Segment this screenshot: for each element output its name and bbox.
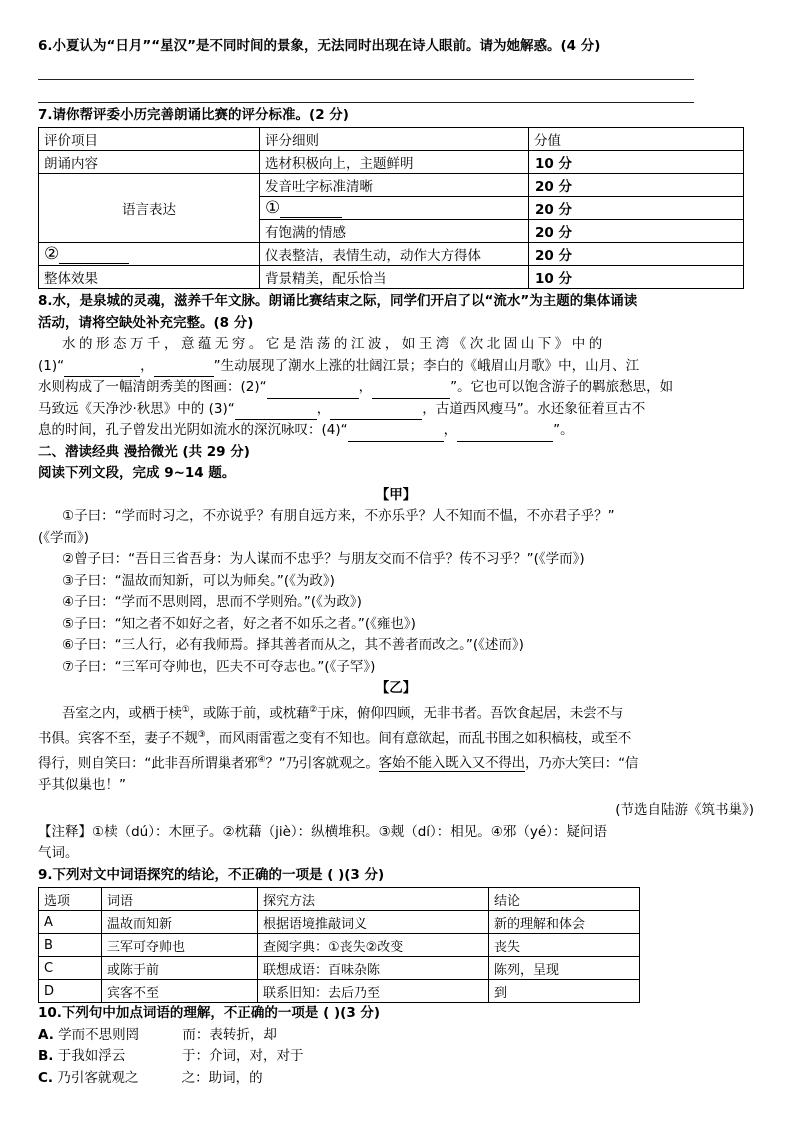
section-instruction: 阅读下列文段，完成 9~14 题。	[38, 465, 236, 481]
text-segment: 马致远《天净沙·秋思》中的 (3)“	[38, 400, 235, 417]
yi-line-2	[38, 725, 754, 750]
word-cell: 温故而知新	[102, 911, 258, 934]
option-label: A.	[38, 1026, 54, 1043]
item-number: ②	[62, 551, 75, 567]
note-ref: ①	[181, 704, 190, 715]
score-cell: 20 分	[529, 243, 744, 266]
header-cell: 结论	[489, 888, 640, 911]
option-b[interactable]	[38, 1046, 754, 1068]
underlined-sentence: 客始不能入既入又不得出	[378, 755, 525, 771]
table-row	[39, 934, 640, 957]
fill-blank[interactable]	[348, 426, 444, 442]
table-row	[39, 174, 744, 197]
detail-cell: 选材积极向上，主题鲜明	[260, 151, 529, 174]
question-8-line2: 活动，请将空缺处补充完整。(8 分)	[38, 314, 254, 331]
item-cell: 朗诵内容	[39, 151, 260, 174]
option-cell: D	[39, 980, 102, 1003]
text-segment: ，	[358, 379, 373, 395]
question-10: 10.下列句中加点词语的理解，不正确的一项是 ( )(3 分)	[38, 1005, 381, 1021]
option-cell: A	[39, 911, 102, 934]
section-title: 二、潜读经典 漫拾微光 (共 29 分)	[38, 443, 250, 460]
yi-source: (节选自陆游《筑书巢》)	[615, 802, 754, 818]
question-8-line3: 水 的 形 态 万 千 ， 意 蕴 无 穷 。 它 是 浩 荡 的 江 波 ， 如 王 湾 《 次 北 固 山 下 》 中 的	[62, 336, 602, 352]
option-sentence: 学而不思则罔	[58, 1026, 140, 1043]
passage-jia-label: 【甲】	[375, 486, 417, 503]
table-header-row	[39, 128, 744, 151]
detail-cell-blank	[260, 197, 529, 220]
option-sentence: 于我如浮云	[57, 1048, 126, 1064]
word-cell: 或陈于前	[102, 957, 258, 980]
item-number: ④	[62, 594, 75, 610]
question-8-line6	[38, 399, 754, 421]
item-number: ⑥	[62, 637, 75, 653]
option-explanation: 于：介词，对，对于	[182, 1048, 304, 1064]
text-segment: ，或陈于前，或枕藉	[189, 705, 310, 721]
table-row	[39, 957, 640, 980]
option-a[interactable]	[38, 1025, 754, 1047]
answer-line[interactable]	[38, 83, 694, 103]
option-explanation: 而：表转折，却	[182, 1026, 277, 1043]
item-number: ①	[62, 508, 75, 524]
text-segment: ”。	[553, 422, 574, 438]
question-7: 7.请你帮评委小历完善朗诵比赛的评分标准。(2 分)	[38, 106, 349, 123]
score-cell: 20 分	[529, 220, 744, 243]
header-cell: 选项	[39, 888, 102, 911]
item-cell-blank	[39, 243, 260, 266]
text-segment: 吾室之内，或栖于椟	[62, 705, 182, 721]
note-ref: ④	[257, 754, 266, 765]
score-cell: 20 分	[529, 197, 744, 220]
item-number: ⑦	[62, 658, 75, 675]
detail-cell: 仪表整洁，表情生动，动作大方得体	[260, 243, 529, 266]
question-6: 6.小夏认为“日月”“星汉”是不同时间的景象，无法同时出现在诗人眼前。请为她解惑。(4 分)	[38, 38, 601, 54]
method-cell: 查阅字典：①丧失②改变	[258, 934, 489, 957]
text-segment: ”生动展现了潮水上涨的壮阔江景；李白的《峨眉山月歌》中，山月、江	[213, 357, 640, 374]
sentence-text: 曾子曰：“吾日三省吾身：为人谋而不忠乎？与朋友交而不信乎？传不习乎？”(《学而》)	[74, 551, 585, 567]
yi-line-1	[38, 700, 754, 725]
scoring-table	[38, 127, 744, 289]
exam-page	[38, 36, 754, 1089]
header-cell: 评价项目	[39, 128, 260, 151]
sentence-text: 子曰：“三人行，必有我师焉。择其善者而从之，其不善者而改之。”(《述而》)	[74, 637, 524, 653]
item-cell: 语言表达	[39, 174, 260, 243]
text-segment: (1)“	[38, 357, 65, 374]
notes-line-2: 气词。	[38, 845, 79, 861]
method-cell: 根据语境推敲词义	[258, 911, 489, 934]
answer-line[interactable]	[38, 60, 694, 80]
word-cell: 三军可夺帅也	[102, 934, 258, 957]
detail-cell: 发音吐字标准清晰	[260, 174, 529, 197]
fill-blank[interactable]	[372, 383, 450, 399]
method-cell: 联系旧知：去后乃至	[258, 980, 489, 1003]
jia-sentence-6	[38, 635, 754, 657]
note-ref: ②	[309, 704, 318, 715]
yi-line-4: 乎其似巢也！”	[38, 776, 126, 793]
note-ref: ③	[197, 729, 206, 740]
notes-line-1: 【注释】①椟（dú）：木匣子。②枕藉（jiè）：纵横堆积。③觌（dí）：相见。④邪（yé）：疑问语	[38, 823, 607, 840]
options-table	[38, 887, 640, 1003]
sentence-text: 子曰：“知之者不如好之者，好之者不如乐之者。”(《雍也》)	[74, 615, 416, 632]
header-cell: 分值	[529, 128, 744, 151]
score-cell: 10 分	[529, 266, 744, 289]
fill-blank[interactable]	[154, 361, 214, 377]
blank-number: ①	[265, 198, 281, 218]
text-segment: 水则构成了一幅清朗秀美的图画：(2)“	[38, 379, 267, 395]
fill-blank[interactable]	[280, 202, 342, 218]
jia-sentence-4	[38, 592, 754, 614]
table-row	[39, 911, 640, 934]
word-cell: 宾客不至	[102, 980, 258, 1003]
question-8-line7	[38, 420, 754, 442]
sentence-text: 子曰：“学而时习之，不亦说乎？有朋自远方来，不亦乐乎？人不知而不愠，不亦君子乎？”	[74, 508, 615, 524]
table-row	[39, 266, 744, 289]
sentence-text: 子曰：“温故而知新，可以为师矣。”(《为政》)	[74, 572, 335, 589]
text-segment: ，而风雨雷雹之变有不知也。间有意欲起，而乱书围之如积槁枝，或至不	[205, 730, 632, 746]
jia-sentence-5	[38, 614, 754, 636]
jia-sentence-7	[38, 657, 754, 679]
text-segment: ，乃亦大笑曰：“信	[524, 755, 639, 771]
option-label: B.	[38, 1048, 54, 1064]
fill-blank[interactable]	[457, 426, 553, 442]
option-cell: C	[39, 957, 102, 980]
option-cell: B	[39, 934, 102, 957]
detail-cell: 背景精美，配乐恰当	[260, 266, 529, 289]
score-cell: 20 分	[529, 174, 744, 197]
fill-blank[interactable]	[267, 383, 359, 399]
table-row	[39, 980, 640, 1003]
text-segment: ，	[316, 400, 331, 417]
table-header-row	[39, 888, 640, 911]
question-9: 9.下列对文中词语探究的结论，不正确的一项是 ( )(3 分)	[38, 866, 385, 883]
item-number: ③	[62, 572, 75, 589]
header-cell: 探究方法	[258, 888, 489, 911]
question-8-line1: 8.水，是泉城的灵魂，滋养千年文脉。朗诵比赛结束之际，同学们开启了以“流水”为主题的集体诵读	[38, 293, 638, 309]
question-8-line5	[38, 377, 754, 399]
jia-sentence-1	[38, 506, 754, 528]
jia-sentence-1-source: (《学而》)	[38, 529, 90, 546]
conclusion-cell: 到	[489, 980, 640, 1003]
text-segment: 书俱。宾客不至，妻子不觌	[38, 730, 198, 746]
text-segment: ”。它也可以饱含游子的羁旅愁思，如	[450, 379, 674, 395]
option-explanation: 之：助词，的	[181, 1069, 263, 1086]
conclusion-cell: 陈列，呈现	[489, 957, 640, 980]
text-segment: ，	[443, 422, 458, 438]
passage-yi-label: 【乙】	[375, 680, 417, 696]
item-cell: 整体效果	[39, 266, 260, 289]
option-sentence: 乃引客就观之	[57, 1069, 139, 1086]
text-segment: 得行，则自笑曰：“此非吾所谓巢者邪	[38, 755, 258, 771]
text-segment: 于床，俯仰四顾，无非书者。吾饮食起居，未尝不与	[317, 705, 624, 721]
text-segment: ，	[140, 357, 154, 374]
question-8-line4	[38, 356, 754, 378]
option-c[interactable]	[38, 1068, 754, 1090]
blank-number: ②	[44, 244, 60, 264]
text-segment: ？”乃引客就观之。	[265, 755, 379, 771]
jia-sentence-2	[38, 549, 754, 571]
fill-blank[interactable]	[64, 361, 140, 377]
sentence-text: 子曰：“学而不思则罔，思而不学则殆。”(《为政》)	[74, 594, 362, 610]
item-number: ⑤	[62, 615, 75, 632]
yi-line-3	[38, 750, 754, 775]
detail-cell: 有饱满的情感	[260, 220, 529, 243]
conclusion-cell: 丧失	[489, 934, 640, 957]
jia-sentence-3	[38, 571, 754, 593]
text-segment: 息的时间，孔子曾发出光阴如流水的深沉咏叹：(4)“	[38, 422, 348, 438]
sentence-text: 子曰：“三军可夺帅也，匹夫不可夺志也。”(《子罕》)	[74, 658, 376, 675]
fill-blank[interactable]	[235, 404, 317, 420]
header-cell: 词语	[102, 888, 258, 911]
header-cell: 评分细则	[260, 128, 529, 151]
text-segment: ，古道西风瘦马”。水还象征着亘古不	[422, 400, 646, 417]
fill-blank[interactable]	[330, 404, 422, 420]
method-cell: 联想成语：百味杂陈	[258, 957, 489, 980]
score-cell: 10 分	[529, 151, 744, 174]
conclusion-cell: 新的理解和体会	[489, 911, 640, 934]
table-row	[39, 243, 744, 266]
fill-blank[interactable]	[59, 248, 129, 264]
option-label: C.	[38, 1069, 54, 1086]
table-row	[39, 151, 744, 174]
